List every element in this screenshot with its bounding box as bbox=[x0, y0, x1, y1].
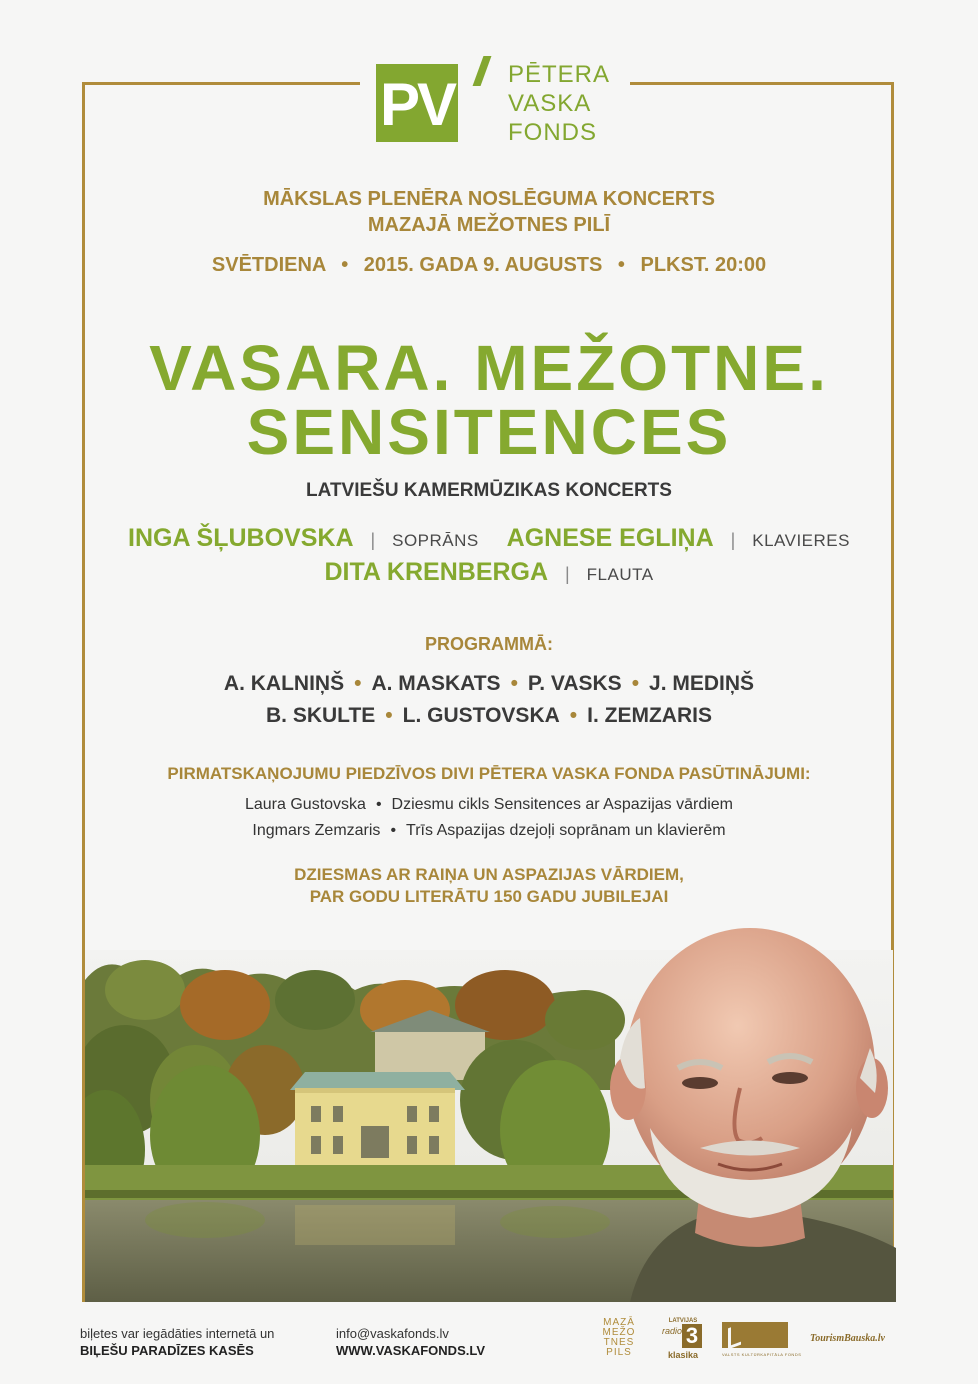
event-subtitle bbox=[0, 186, 978, 238]
email-link[interactable]: info@vaskafonds.lv bbox=[336, 1326, 449, 1341]
date: 2015. GADA 9. AUGUSTS bbox=[363, 254, 603, 276]
work-composer: Laura Gustovska bbox=[244, 796, 366, 813]
performer-name: DITA KRENBERGA bbox=[324, 558, 549, 586]
ticket-office: BIĻEŠU PARADĪZES KASĒS bbox=[80, 1343, 254, 1358]
logo-line: FONDS bbox=[508, 119, 597, 146]
premiere-work: Ingmars Zemzaris • Trīs Aspazijas dzejoļi soprānam un klavierēm bbox=[252, 822, 726, 839]
work-title: Dziesmu cikls Sensitences ar Aspazijas vārdiem bbox=[391, 796, 734, 813]
contact-info bbox=[336, 1325, 485, 1359]
subtitle-line: MĀKSLAS PLENĒRA NOSLĒGUMA KONCERTS bbox=[263, 188, 715, 210]
website-link[interactable]: WWW.VASKAFONDS.LV bbox=[336, 1343, 486, 1358]
logo-line: VASKA bbox=[508, 90, 592, 117]
dedication bbox=[0, 864, 978, 908]
composer: B. SKULTE bbox=[266, 704, 376, 727]
sponsor-text: radio bbox=[662, 1326, 683, 1336]
composer: A. KALNIŅŠ bbox=[223, 672, 345, 695]
sponsor-text: VALSTS KULTŪRKAPITĀLA FONDS bbox=[722, 1352, 802, 1357]
logo-mark bbox=[376, 64, 458, 142]
composer: I. ZEMZARIS bbox=[587, 704, 712, 727]
subtitle-line: MAZAJĀ MEŽOTNES PILĪ bbox=[367, 214, 611, 236]
composer: P. VASKS bbox=[527, 672, 622, 695]
performers-row: DITA KRENBERGA | FLAUTA bbox=[324, 558, 654, 586]
premieres-heading: PIRMATSKAŅOJUMU PIEDZĪVOS DIVI PĒTERA VASKA FONDA PASŪTINĀJUMI: bbox=[167, 764, 811, 783]
sponsor-radio3-logo bbox=[662, 1318, 704, 1364]
title-line: SENSITENCES bbox=[246, 396, 732, 468]
performer-role: FLAUTA bbox=[586, 565, 654, 584]
performer-name: AGNESE EGLIŅA bbox=[506, 524, 714, 552]
title-line: VASARA. MEŽOTNE. bbox=[149, 332, 829, 404]
sponsor-mazamezotnespils-logo bbox=[596, 1318, 642, 1358]
sponsor-text: LATVIJAS bbox=[668, 1318, 698, 1324]
ticket-info bbox=[80, 1325, 274, 1359]
date-line: SVĒTDIENA • 2015. GADA 9. AUGUSTS • PLKST. 20:00 bbox=[211, 254, 767, 276]
sponsor-tourismbauska-logo: TourismBauska.lv bbox=[810, 1333, 885, 1344]
performers-row: INGA ŠĻUBOVSKA | SOPRĀNS AGNESE EGLIŅA | KLAVIERES bbox=[128, 524, 850, 552]
logo-accent bbox=[473, 56, 492, 86]
composer: A. MASKATS bbox=[371, 672, 501, 695]
sponsor-text: PILS bbox=[606, 1347, 632, 1358]
genre: LATVIEŠU KAMERMŪZIKAS KONCERTS bbox=[306, 480, 672, 501]
work-title: Trīs Aspazijas dzejoļi soprānam un klavierēm bbox=[406, 822, 726, 839]
logo bbox=[360, 50, 630, 160]
sponsor-text: MEŽO bbox=[602, 1327, 636, 1338]
composer: L. GUSTOVSKA bbox=[402, 704, 560, 727]
ticket-line: biļetes var iegādāties internetā un bbox=[80, 1326, 275, 1341]
composer: J. MEDIŅŠ bbox=[649, 672, 755, 695]
day: SVĒTDIENA bbox=[211, 254, 326, 276]
sponsor-text: 3 bbox=[682, 1324, 702, 1348]
program-heading: PROGRAMMĀ: bbox=[425, 634, 553, 654]
composer-portrait-image bbox=[590, 918, 896, 1302]
dedication-line: DZIESMAS AR RAIŅA UN ASPAZIJAS VĀRDIEM, bbox=[294, 865, 684, 884]
logo-mark-text: PV bbox=[379, 71, 455, 138]
composer-row: B. SKULTE • L. GUSTOVSKA • I. ZEMZARIS bbox=[266, 704, 712, 727]
performer-role: KLAVIERES bbox=[752, 531, 850, 550]
logo-line: PĒTERA bbox=[508, 61, 611, 88]
sponsor-text: klasika bbox=[667, 1350, 699, 1360]
sponsor-kkf-logo bbox=[722, 1322, 802, 1360]
sponsor-text: MAZĀ bbox=[603, 1317, 635, 1328]
sponsor-text: TNES bbox=[603, 1337, 635, 1348]
logo-wordmark bbox=[508, 60, 610, 147]
time: PLKST. 20:00 bbox=[640, 254, 767, 276]
dedication-line: PAR GODU LITERĀTU 150 GADU JUBILEJAI bbox=[309, 887, 669, 906]
performer-name: INGA ŠĻUBOVSKA bbox=[128, 524, 354, 552]
main-title bbox=[0, 332, 978, 468]
composer-row: A. KALNIŅŠ • A. MASKATS • P. VASKS • J. MEDIŅŠ bbox=[223, 672, 755, 695]
premiere-work: Laura Gustovska • Dziesmu cikls Sensitences ar Aspazijas vārdiem bbox=[244, 796, 734, 813]
performer-role: SOPRĀNS bbox=[392, 531, 479, 550]
work-composer: Ingmars Zemzaris bbox=[252, 822, 381, 839]
